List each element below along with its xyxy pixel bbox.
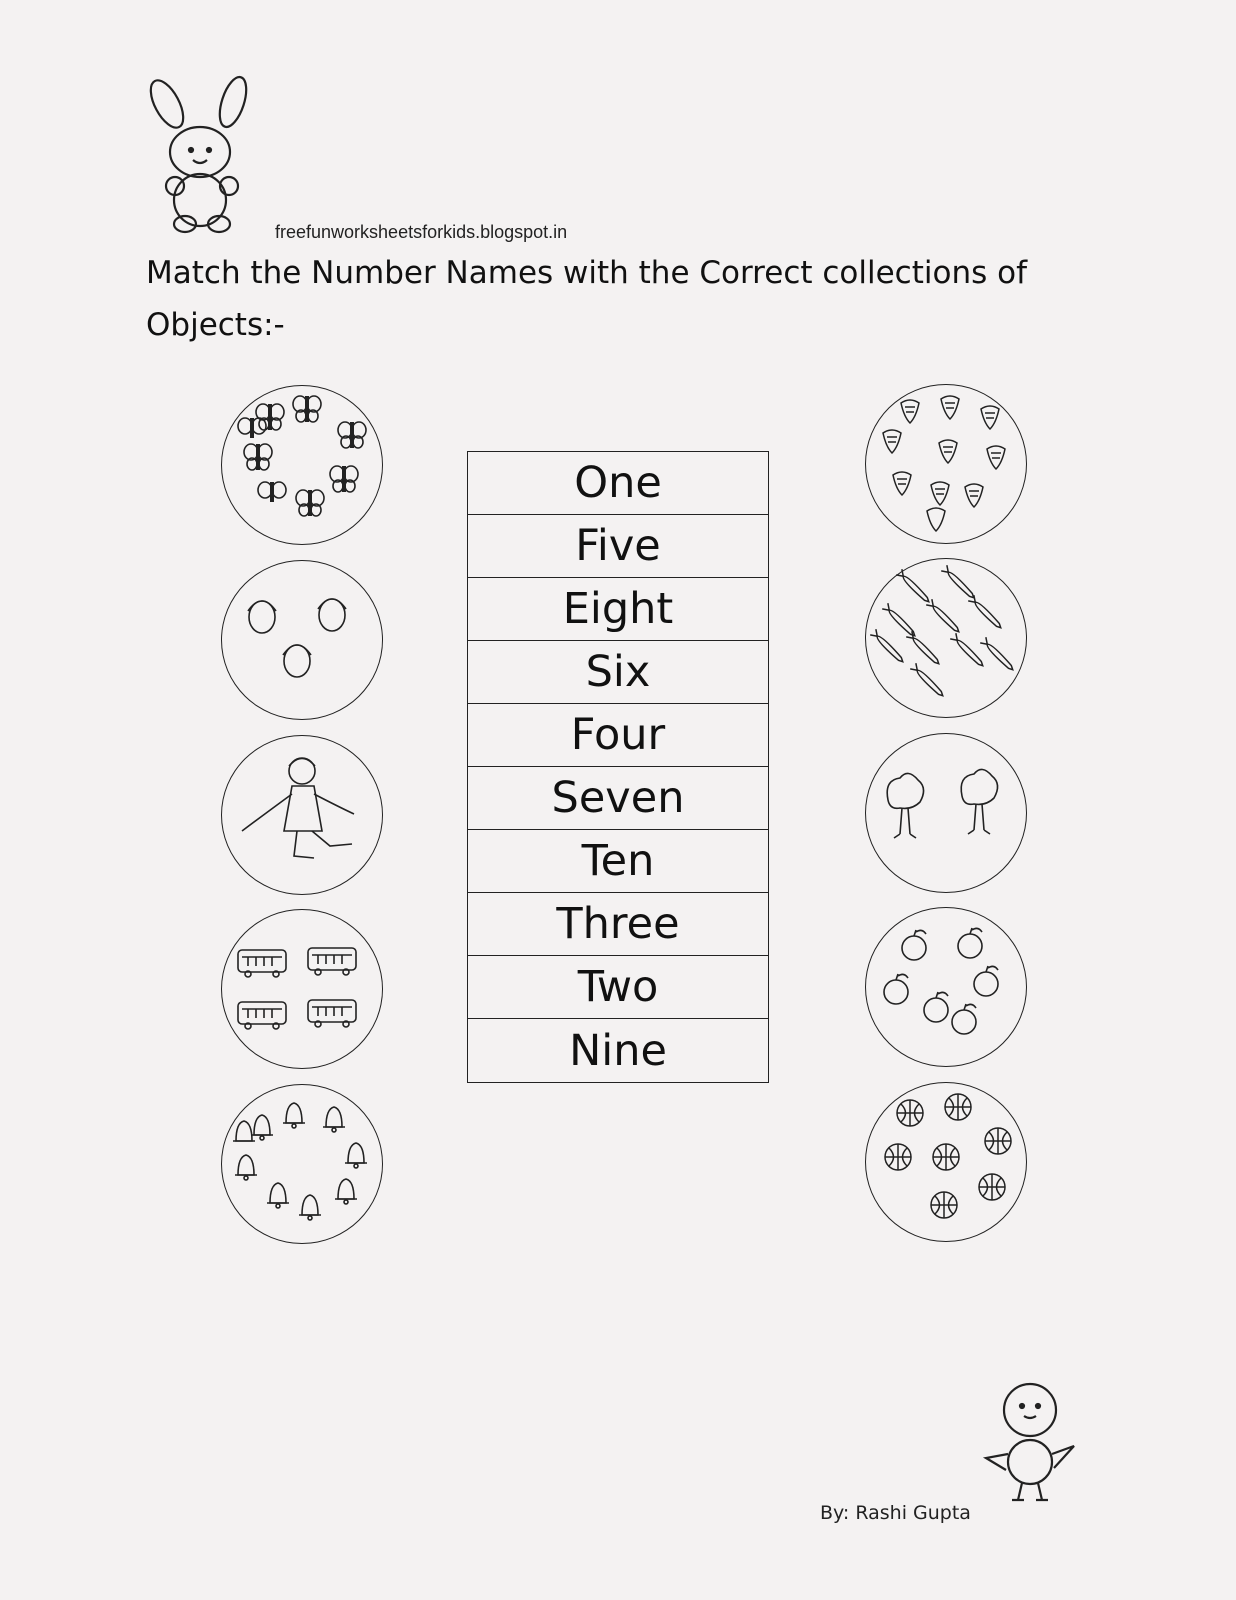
number-name-seven[interactable]: Seven (468, 767, 768, 830)
circle-buses (221, 909, 383, 1069)
circle-apples (865, 907, 1027, 1067)
circle-trees (865, 733, 1027, 893)
strawberry-group-icon (866, 385, 1028, 545)
carrot-group-icon (866, 559, 1028, 719)
circle-carrots (865, 558, 1027, 718)
bunny-icon (145, 72, 265, 237)
website-url: freefunworksheetsforkids.blogspot.in (275, 222, 568, 242)
bus-group-icon (222, 910, 384, 1070)
instruction-line-1: Match the Number Names with the Correct collections of (146, 255, 1027, 291)
butterfly-group-icon (222, 386, 384, 546)
chick-icon (980, 1380, 1080, 1505)
circle-girl (221, 735, 383, 895)
number-name-eight[interactable]: Eight (468, 578, 768, 641)
number-name-two[interactable]: Two (468, 956, 768, 1019)
number-name-one[interactable]: One (468, 452, 768, 515)
instruction-heading (146, 247, 1046, 351)
number-name-six[interactable]: Six (468, 641, 768, 704)
face-group-icon (222, 561, 384, 721)
number-name-ten[interactable]: Ten (468, 830, 768, 893)
author-credit: By: Rashi Gupta (820, 1502, 971, 1524)
number-name-nine[interactable]: Nine (569, 1025, 667, 1076)
number-name-three[interactable]: Three (468, 893, 768, 956)
number-name-four[interactable]: Four (468, 704, 768, 767)
circle-butterflies (221, 385, 383, 545)
bell-group-icon (222, 1085, 384, 1245)
circle-strawberries (865, 384, 1027, 544)
number-name-five[interactable]: Five (468, 515, 768, 578)
circle-faces (221, 560, 383, 720)
instruction-line-2: Objects:- (146, 307, 285, 343)
tree-group-icon (866, 734, 1028, 894)
circle-bells (221, 1084, 383, 1244)
number-names-table (467, 451, 769, 1083)
apple-group-icon (866, 908, 1028, 1068)
ball-group-icon (866, 1083, 1028, 1243)
girl-icon (222, 736, 384, 896)
circle-balls (865, 1082, 1027, 1242)
